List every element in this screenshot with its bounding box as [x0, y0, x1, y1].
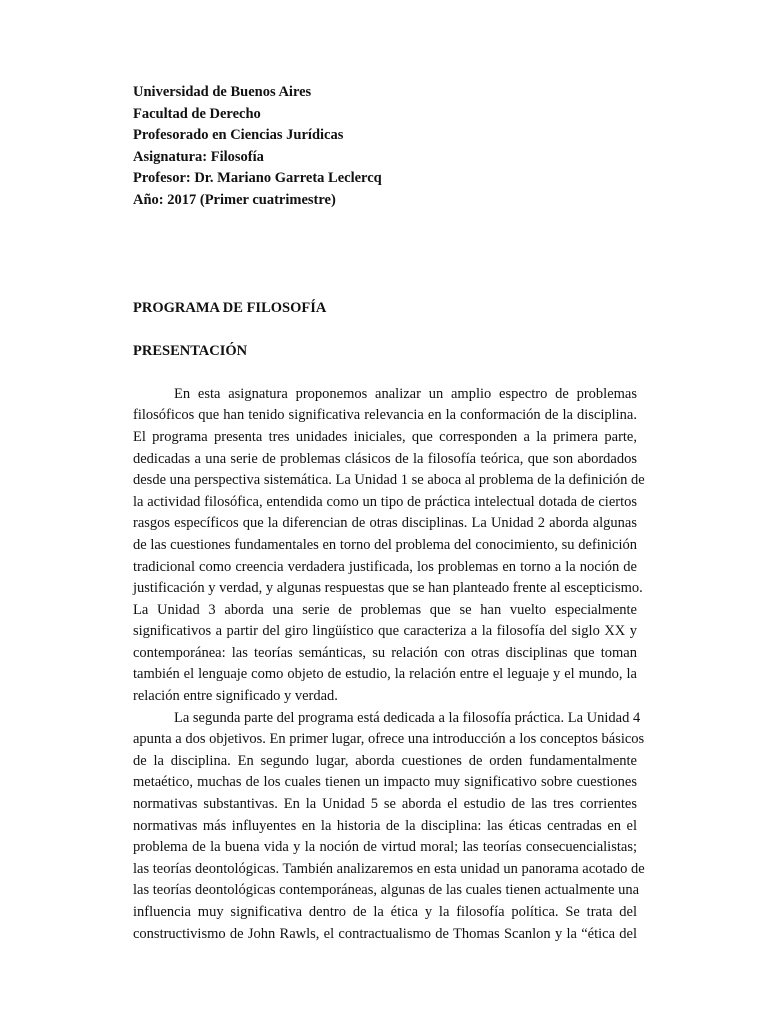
text-line: constructivismo de John Rawls, el contractualismo de Thomas Scanlon y la “ética del	[133, 925, 637, 942]
text-line: influencia muy significativa dentro de la ética y la filosofía política. Se trata del	[133, 904, 637, 920]
text-line: justificación y verdad, y algunas respuestas que se han planteado frente al escepticismo.	[133, 580, 643, 597]
text-line: las teorías deontológicas. También analizaremos en esta unidad un panorama acotado de	[133, 860, 645, 877]
text-line: relación entre significado y verdad.	[133, 688, 338, 705]
text-line: de las cuestiones fundamentales en torno del problema del conocimiento, su definición	[133, 536, 637, 553]
presentation-paragraph-1	[133, 384, 645, 708]
text-line: contemporánea: las teorías semánticas, su relación con otras disciplinas que toman	[133, 644, 637, 661]
header-line-year: Año: 2017 (Primer cuatrimestre)	[133, 191, 336, 208]
program-title: PROGRAMA DE FILOSOFÍA	[133, 299, 327, 316]
text-line: la actividad filosófica, entendida como un tipo de práctica intelectual dotada de ciertos	[133, 493, 637, 510]
text-line: rasgos específicos que la diferencian de otras disciplinas. La Unidad 2 aborda algunas	[133, 515, 637, 532]
text-line: La segunda parte del programa está dedicada a la filosofía práctica. La Unidad 4	[174, 709, 641, 726]
presentation-paragraph-2	[133, 708, 645, 946]
header-line-program: Profesorado en Ciencias Jurídicas	[133, 127, 344, 144]
text-line: apunta a dos objetivos. En primer lugar, ofrece una introducción a los conceptos básicos	[133, 731, 645, 748]
header-line-professor: Profesor: Dr. Mariano Garreta Leclercq	[133, 170, 382, 187]
document-header	[133, 82, 637, 212]
text-line: filosóficos que han tenido significativa relevancia en la conformación de la disciplina.	[133, 407, 637, 424]
text-line: desde una perspectiva sistemática. La Unidad 1 se aboca al problema de la definición de	[133, 472, 645, 489]
document-page	[133, 82, 645, 945]
header-line-faculty: Facultad de Derecho	[133, 105, 261, 122]
text-line: La Unidad 3 aborda una serie de problemas que se han vuelto especialmente	[133, 601, 637, 618]
text-line: tradicional como creencia verdadera justificada, los problemas en torno a la noción de	[133, 558, 637, 575]
text-line: de la disciplina. En segundo lugar, aborda cuestiones de orden fundamentalmente	[133, 752, 637, 769]
header-line-subject: Asignatura: Filosofía	[133, 148, 264, 165]
text-line: significativos a partir del giro lingüístico que caracteriza a la filosofía del siglo XX y	[133, 623, 637, 640]
text-line: normativas substantivas. En la Unidad 5 se aborda el estudio de las tres corrientes	[133, 796, 637, 813]
text-line: El programa presenta tres unidades iniciales, que corresponden a la primera parte,	[133, 428, 637, 445]
text-line: las teorías deontológicas contemporáneas, algunas de las cuales tienen actualmente una	[133, 882, 640, 899]
text-line: En esta asignatura proponemos analizar un amplio espectro de problemas	[174, 385, 637, 402]
section-title: PRESENTACIÓN	[133, 343, 248, 360]
text-line: problema de la buena vida y la noción de virtud moral; las teorías consecuencialistas;	[133, 839, 637, 856]
text-line: dedicadas a una serie de problemas clásicos de la filosofía teórica, que son abordados	[133, 450, 637, 467]
text-line: metaético, muchas de los cuales tienen un impacto muy significativo sobre cuestiones	[133, 774, 637, 791]
text-line: normativas más influyentes en la historia de la disciplina: las éticas centradas en el	[133, 817, 637, 834]
text-line: también el lenguaje como objeto de estudio, la relación entre el leguaje y el mundo, la	[133, 666, 637, 683]
header-line-university: Universidad de Buenos Aires	[133, 84, 312, 100]
